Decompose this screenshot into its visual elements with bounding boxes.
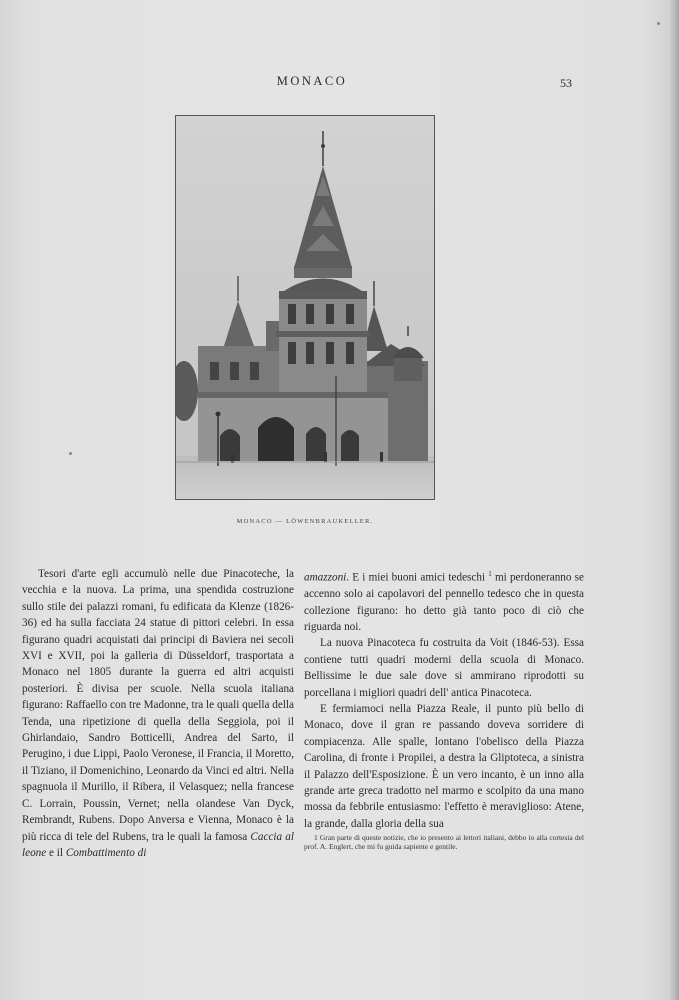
running-head: MONACO (276, 74, 348, 88)
paragraph-text: Tesori d'arte egli accumulò nelle due Pinacoteche, la vecchia e la nuova. La prima, una spendida costruzione sullo stile dei palazzi romani, fu edificata da Klenze (1826-36) ed ha sulla facciata 24 statue di pittori celebri. In essa figurano quadri acquistati dai principi di Baviera nei secoli XVI e XVII, poi la galleria di Düsseldorf, trasportata a Monaco nel 1805 durante la guerra ed altri acquisti posteriori. È divisa per scuole. Nella scuola italiana figurano: Raffaello con tre Madonne, tra le quali quella della Tenda, una ripetizione di quella della Seggiola, poi il Ghirlandaio, Sandro Botticelli, Andrea del Sarto, il Perugino, i due Lippi, Paolo Veronese, il Francia, il Moretto, il Tiziano, il Domenichino, Leonardo da Vinci ed altri. Nella spagnuola il Murillo, il Ribera, il Velasquez; nella francese C. Lorrain, Poussin, Vernet; nella olandese Van Dyck, Rembrandt, Rubens. Dopo Anversa e Vienna, Monaco è la più ricca di tele del Rubens, tra le quali la famosa (22, 568, 294, 843)
italic-title: Caccia al leone (22, 830, 294, 859)
paragraph-text: e il (46, 846, 66, 859)
illustration-caption: MONACO — LÖWENBRAUKELLER. (236, 518, 374, 525)
paper-speck (657, 22, 660, 25)
footnote: 1 Gran parte di queste notizie, che io presento ai lettori italiani, debbo io alla cortesia del prof. A. Englert, che mi fu guida sapiente e gentile. (304, 833, 584, 851)
italic-title: amazzoni (304, 571, 347, 584)
lowenbraukeller-building-illustration (176, 116, 434, 499)
paragraph-text: . E i miei buoni amici tedeschi (346, 571, 489, 584)
paragraph (22, 566, 294, 861)
page-edge-shadow (669, 0, 679, 1000)
footnote-marker: 1 (488, 570, 492, 578)
left-text-column (22, 566, 294, 861)
paper-speck (69, 452, 72, 455)
page-number: 53 (560, 76, 572, 90)
paragraph: La nuova Pinacoteca fu costruita da Voit (1846-53). Essa contiene tutti quadri moderni della scuola di Monaco. Bellissime le due sale dove si ammirano riprodotti su porcellana i migliori quadri dell' antica Pinacoteca. (304, 637, 584, 699)
illustration-plate (175, 115, 435, 500)
paragraph: E fermiamoci nella Piazza Reale, il punto più bello di Monaco, dove il gran re passando doveva sorridere di compiacenza. Alle spalle, lontano l'obelisco della Piazza Carolina, di fronte i Propilei, a destra la Gliptoteca, a sinistra il Palazzo dell'Esposizione. È un vero incanto, è un inno alla grande arte greca tradotto nel marmo e scolpito da una mano mossa da febbrile entusiasmo: l'effetto è meraviglioso: Atene, la grande, dalla gloria della sua (304, 702, 584, 830)
paragraph-text: mi perdoneranno se accenno solo ai capolavori del pennello tedesco che in questa collezione figurano: ho detto già tanto poco di ciò che riguarda noi. (304, 571, 584, 633)
paragraph (304, 566, 584, 635)
italic-title: Combattimento di (65, 846, 147, 859)
right-text-column (304, 566, 584, 851)
